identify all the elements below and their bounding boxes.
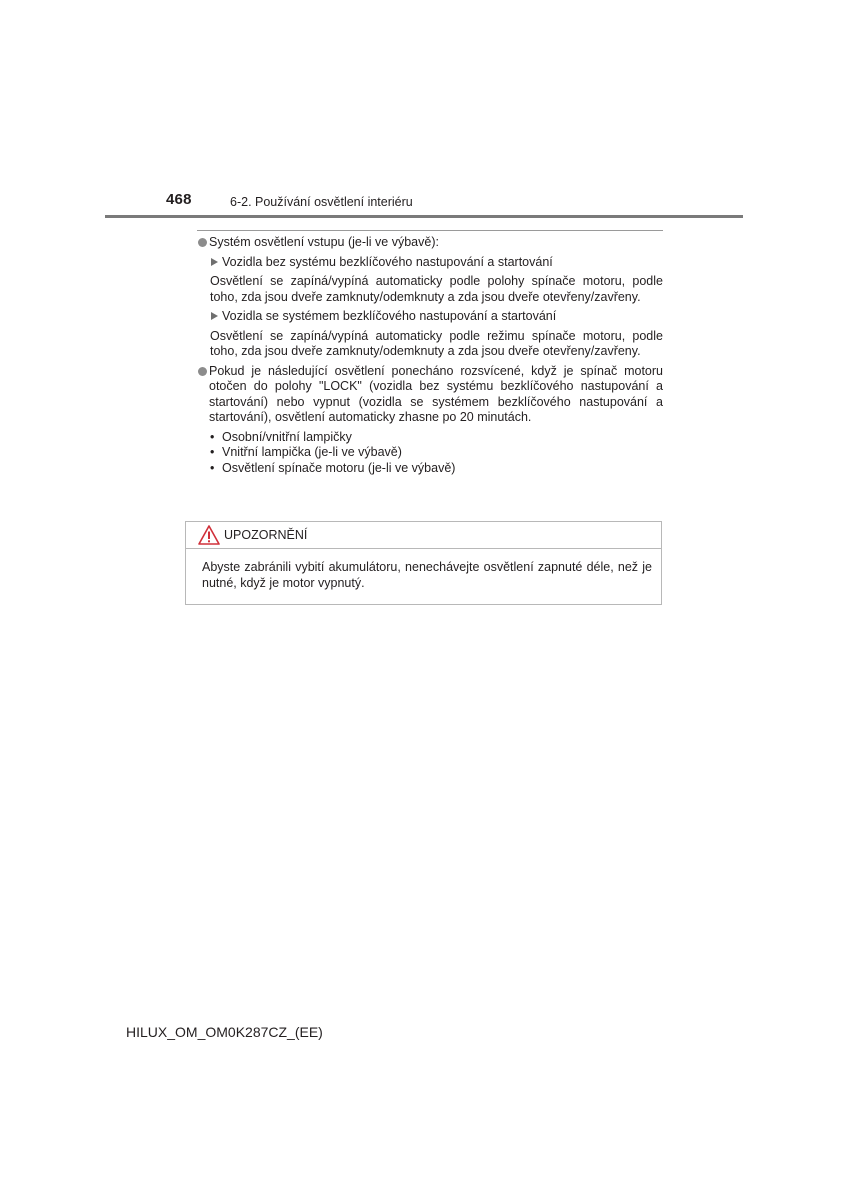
entry-system-item	[197, 235, 663, 251]
entry-system-title: Systém osvětlení vstupu (je-li ve výbavě):	[209, 235, 439, 249]
main-content	[197, 235, 663, 476]
caution-header	[186, 522, 661, 549]
caution-title: UPOZORNĚNÍ	[224, 528, 308, 542]
content-top-rule	[197, 230, 663, 231]
page-number: 468	[166, 191, 192, 208]
variant-2-heading-row	[210, 309, 663, 325]
section-title: 6-2. Používání osvětlení interiéru	[230, 195, 413, 209]
bullet-dot-icon	[198, 238, 207, 247]
auto-off-text: Pokud je následující osvětlení ponecháno rozsvícené, když je spínač motoru otočen do polohy "LOCK" (vozidla bez systému bezklíčového nastupování a startování) nebo vypnut (vozidla se systémem bezklíčového nastupování a startování), osvětlení automaticky zhasne po 20 minutách.	[209, 363, 663, 424]
bullet-dot-icon	[198, 367, 207, 376]
list-item: • Osobní/vnitřní lampičky	[210, 429, 352, 444]
triangle-bullet-icon	[211, 312, 218, 320]
list-item: • Osvětlení spínače motoru (je-li ve výbavě)	[210, 460, 456, 475]
variant-1-text: Osvětlení se zapíná/vypíná automaticky podle polohy spínače motoru, podle toho, zda jsou dveře zamknuty/odemknuty a zda jsou dveře otevřeny/zavřeny.	[210, 274, 663, 304]
caution-text: Abyste zabránili vybití akumulátoru, nenechávejte osvětlení zapnuté déle, než je nutné, když je motor vypnutý.	[202, 560, 652, 590]
header-rule	[105, 215, 743, 218]
small-bullet-icon: •	[210, 429, 215, 444]
auto-off-list	[210, 430, 663, 477]
small-bullet-icon: •	[210, 445, 215, 459]
variant-1-heading-row	[210, 255, 663, 271]
auto-off-item	[197, 364, 663, 426]
variant-1-heading: Vozidla bez systému bezklíčového nastupování a startování	[222, 254, 553, 269]
document-code: HILUX_OM_OM0K287CZ_(EE)	[126, 1024, 323, 1040]
warning-triangle-icon	[198, 525, 220, 545]
list-item: • Vnitřní lampička (je-li ve výbavě)	[210, 445, 402, 459]
variant-2-heading: Vozidla se systémem bezklíčového nastupování a startování	[222, 309, 557, 323]
triangle-bullet-icon	[211, 258, 218, 266]
small-bullet-icon: •	[210, 460, 215, 475]
variant-2-text: Osvětlení se zapíná/vypíná automaticky podle režimu spínače motoru, podle toho, zda jsou dveře zamknuty/odemknuty a zda jsou dveře otevřeny/zavřeny.	[210, 328, 663, 358]
caution-box	[185, 521, 662, 605]
